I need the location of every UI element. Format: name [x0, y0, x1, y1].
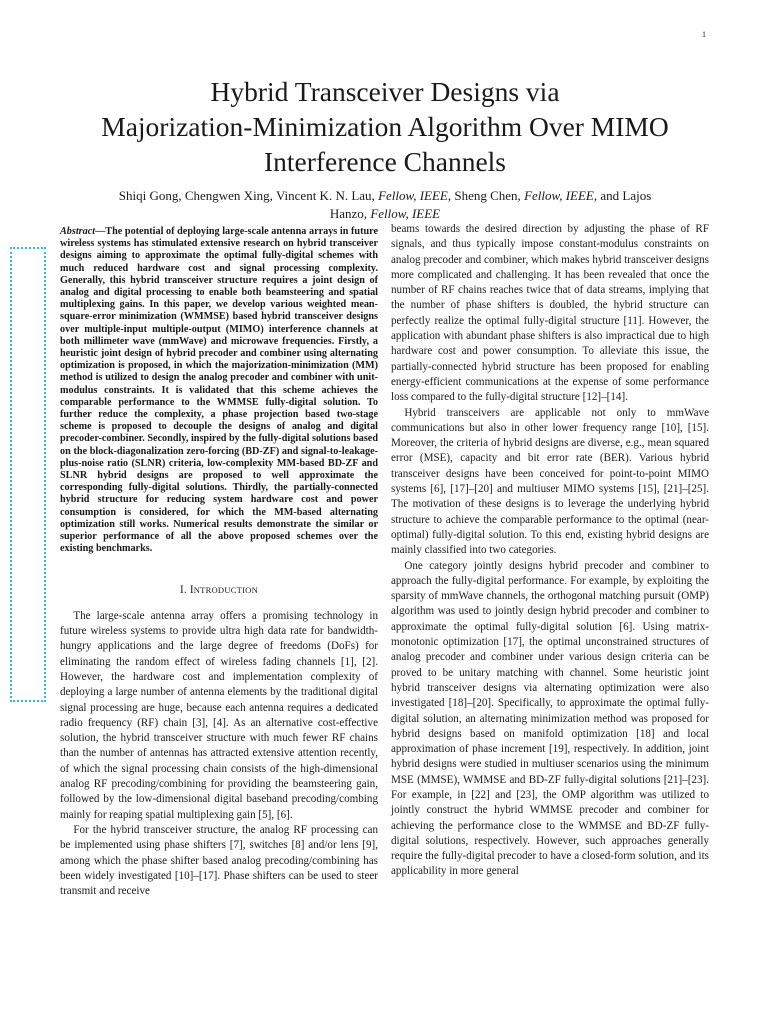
author-names-2: , Sheng Chen,: [447, 188, 525, 203]
intro-paragraph-5: One category jointly designs hybrid precoder and combiner to approach the fully-digital performance. For example, by exploiting the sparsity of mmWave channels, the orthogonal matching pursuit (OMP) algorithm was used to jointly design hybrid precoder and combiner to approximate the optimal fully-digital solution [6]. Using matrix-monotonic optimization [17], the optimal unconstrained structures of analog precoder and combiner under various design criteria can be proved to be unitary matching with channel. Some heuristic joint hybrid transceiver designs via alternating optimization were also investigated [18]–[20]. Specifically, to approximate the optimal fully-digital solution, an alternating minimization method was proposed for hybrid designs based on manifold optimization [18] and local approximation of phase increment [19], respectively. In addition, joint hybrid designs were studied in multiuser scenarios using the minimum MSE (MMSE), WMMSE and BD-ZF fully-digital solutions [21]–[23]. For example, in [22] and [23], the OMP algorithm was utilized to jointly construct the hybrid WMMSE precoder and combiner for achieving the performance close to the WMMSE and BD-ZF fully-digital solutions, respectively. However, such approaches generally require the fully-digital precoder to have a closed-form solution, and its applicability in more general: [391, 559, 709, 878]
intro-paragraph-1: The large-scale antenna array offers a promising technology in future wireless systems to provide ultra high data rate for bandwidth-hungry applications and the large degree of freedoms (DoFs) for eliminating the random effect of wireless fading channels [1], [2]. However, the hardware cost and implementation complexity of deploying a large number of antenna elements by the traditional digital signal processing are huge, because each antenna requires a dedicated radio frequency (RF) chain [3], [4]. As an alternative cost-effective solution, the hybrid transceiver structure with much fewer RF chains than the number of antennas has attracted extensive attention recently, of which the signal processing chain consists of the high-dimensional analog RF precoding/combining for providing the beamsteering gain, followed by the low-dimensional digital baseband precoding/combing mainly for reaping spatial multiplexing gain [5], [6].: [60, 609, 378, 821]
paper-title: [40, 74, 730, 179]
abstract-label: Abstract: [60, 226, 96, 237]
intro-paragraph-4: Hybrid transceivers are applicable not only to mmWave communications but also in other lower frequency range [10], [15]. Moreover, the criteria of hybrid designs are diverse, e.g., mean squared error (MSE), capacity and bit error rate (BER). Various hybrid transceiver designs have been conceived for point-to-point MIMO systems [6], [17]–[20] and multiuser MIMO systems [15], [21]–[25]. The motivation of these designs is to leverage the underlying hybrid structure to achieve the comparable performance to the optimal (near-optimal) fully-digital solution. To this end, existing hybrid designs are mainly classified into two categories.: [391, 406, 709, 557]
title-line-3: Interference Channels: [263, 146, 507, 177]
section-number: I.: [179, 584, 190, 597]
left-column: [60, 226, 378, 899]
author-affiliation: Fellow, IEEE: [524, 188, 594, 203]
right-column: [391, 222, 709, 880]
intro-paragraph-3: beams towards the desired direction by adjusting the phase of RF signals, and thus typically impose constant-modulus constraints on analog precoder and combiner, which makes hybrid transceiver designs more complicated and challenging. It has been revealed that once the number of RF chains reaches twice that of data streams, implying that the number of phase shifters is doubled, the hybrid structure can perfectly realize the optimal fully-digital structure [11]. However, the application with abundant phase shifters is also impractical due to high hardware cost and power consumption. To alleviate this issue, the partially-connected hybrid structure has been proposed for enabling energy-efficient communications at the expense of some performance loss compared to the fully-digital structure [12]–[14].: [391, 223, 709, 404]
section-title: NTRODUCTION: [193, 585, 258, 596]
section-initial: I: [189, 584, 194, 597]
intro-paragraph-2: For the hybrid transceiver structure, the analog RF processing can be implemented using phase shifters [7], switches [8] and/or lens [9], among which the phase shifter based analog precoding/combining has been widely investigated [10]–[17]. Phase shifters can be used to steer transmit and receive: [60, 823, 378, 898]
author-names-1: Shiqi Gong, Chengwen Xing, Vincent K. N. Lau,: [118, 188, 379, 203]
abstract: [60, 226, 378, 555]
author-list: [40, 187, 730, 223]
author-affiliation: Fellow, IEEE: [378, 188, 448, 203]
section-heading-introduction: [60, 583, 378, 598]
page-number: 1: [702, 30, 706, 39]
margin-selection-marker: [10, 247, 46, 702]
author-names-3: , and Lajos: [593, 188, 652, 203]
title-line-2: Majorization-Minimization Algorithm Over MIMO: [101, 111, 669, 142]
author-names-4: Hanzo,: [329, 206, 371, 221]
title-line-1: Hybrid Transceiver Designs via: [210, 76, 560, 107]
abstract-text: —The potential of deploying large-scale antenna arrays in future wireless systems has stimulated extensive research on hybrid transceiver designs aiming to approximate the optimal fully-digital schemes with much reduced hardware cost and signal processing complexity. Generally, this hybrid transceiver structure requires a joint design of analog and digital processing to enable both beamsteering and spatial multiplexing gains. In this paper, we develop various weighted mean-square-error minimization (WMMSE) based hybrid transceiver designs over multiple-input multiple-output (MIMO) interference channels at both millimeter wave (mmWave) and microwave frequencies. Firstly, a heuristic joint design of hybrid precoder and combiner using alternating optimization is proposed, in which the majorization-minimization (MM) method is utilized to design the analog precoder and combiner with unit-modulus constraints. It is validated that this scheme achieves the comparable performance to the WMMSE fully-digital solution. To further reduce the complexity, a phase projection based two-stage scheme is proposed to decouple the designs of analog and digital precoder-combiner. Secondly, inspired by the fully-digital solutions based on the block-diagonalization zero-forcing (BD-ZF) and signal-to-leakage-plus-noise ratio (SLNR) criteria, low-complexity MM-based BD-ZF and SLNR hybrid designs are proposed to well approximate the corresponding fully-digital solutions. Thirdly, the partially-connected hybrid structure for reducing system hardware cost and power consumption is considered, for which the MM-based alternating optimization still works. Numerical results demonstrate the similar or superior performance of all the above proposed schemes over the existing benchmarks.: [60, 226, 378, 555]
author-affiliation: Fellow, IEEE: [370, 206, 441, 221]
